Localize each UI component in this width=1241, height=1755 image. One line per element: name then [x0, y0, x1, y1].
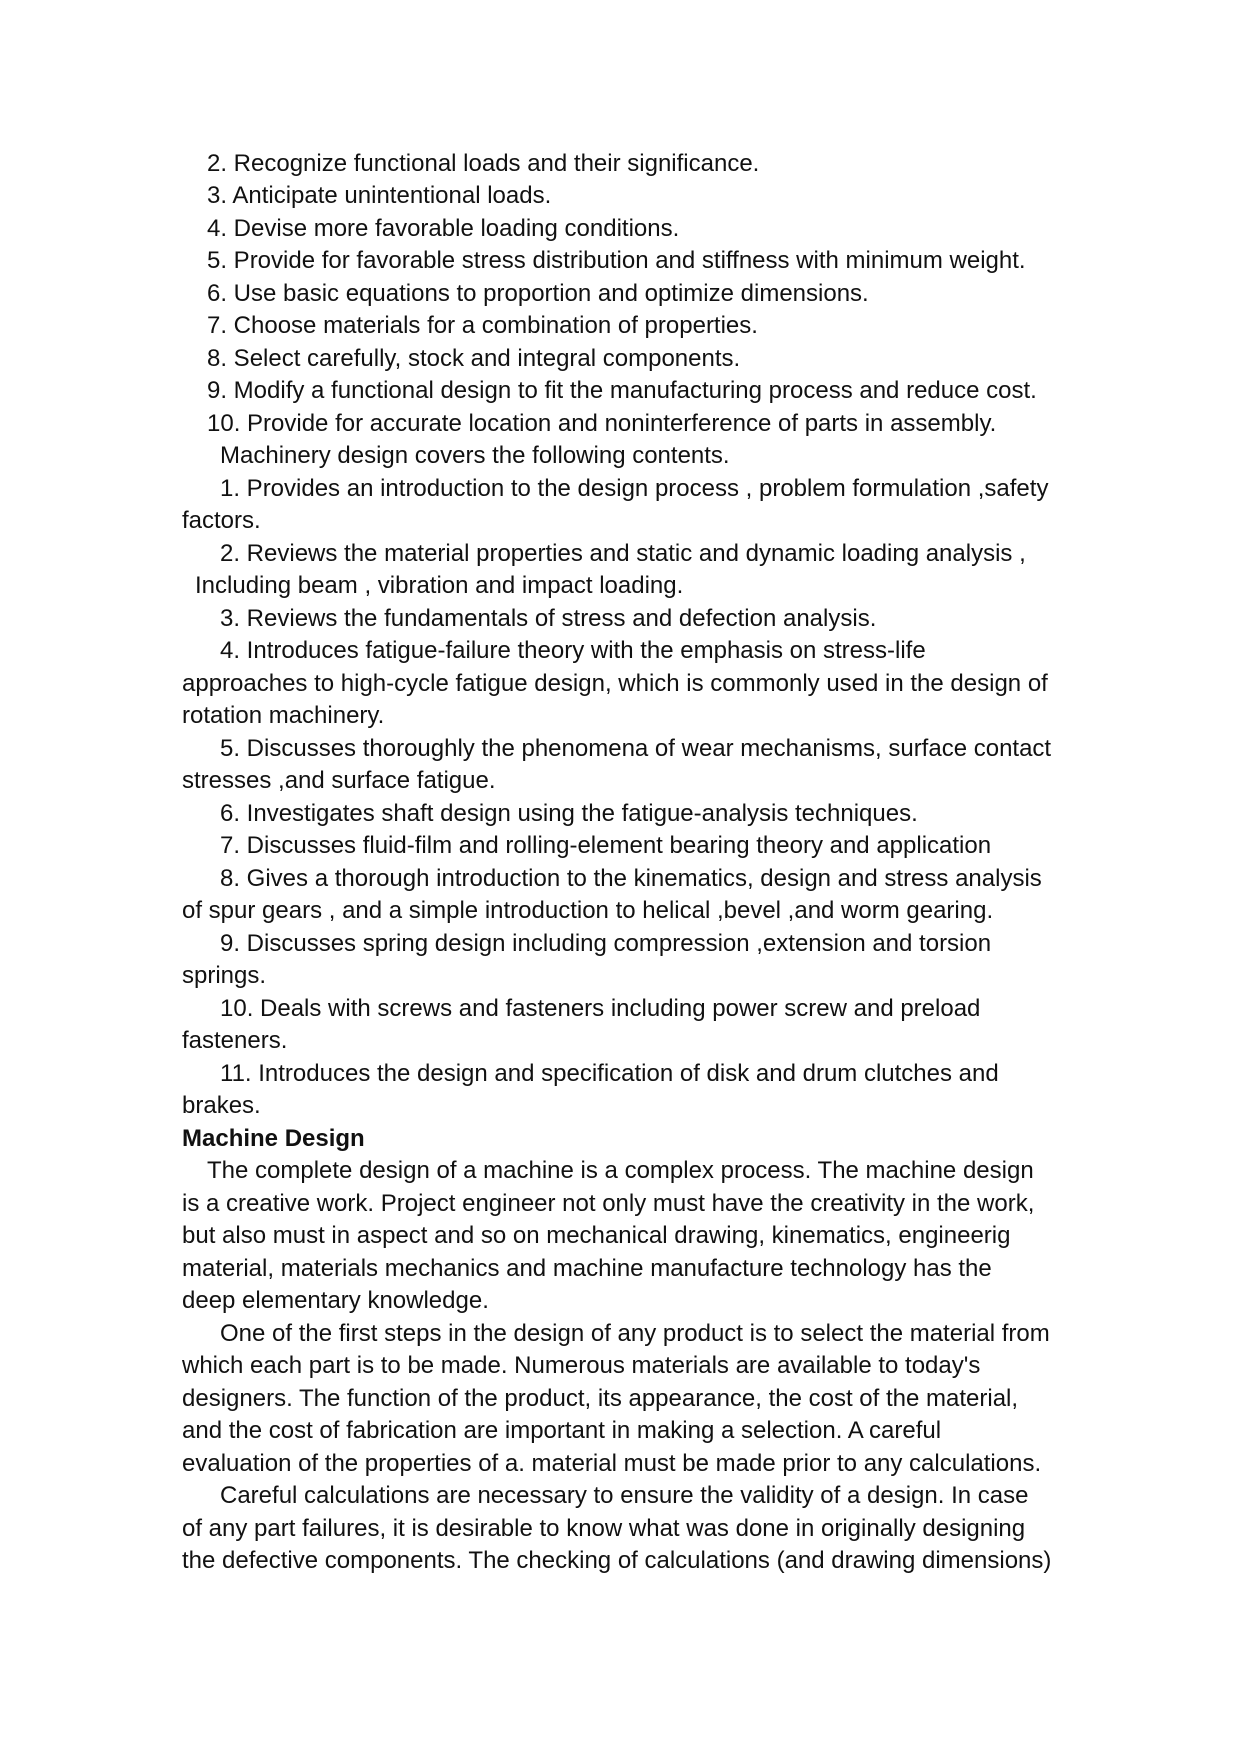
paragraph-line: evaluation of the properties of a. material must be made prior to any calculations. — [182, 1450, 1042, 1477]
list-item: 9. Discusses spring design including compression ,extension and torsion — [220, 930, 992, 957]
paragraph-line: but also must in aspect and so on mechanical drawing, kinematics, engineerig — [182, 1222, 1011, 1249]
list-item: 4. Devise more favorable loading conditions. — [207, 215, 680, 242]
list-item: 6. Use basic equations to proportion and optimize dimensions. — [207, 280, 869, 307]
list-item: 3. Reviews the fundamentals of stress and defection analysis. — [220, 605, 877, 632]
list-item: 1. Provides an introduction to the design process , problem formulation ,safety — [220, 475, 1049, 502]
list-item: 7. Choose materials for a combination of properties. — [207, 312, 758, 339]
paragraph-line: of any part failures, it is desirable to know what was done in originally designing — [182, 1515, 1026, 1542]
paragraph-line: Careful calculations are necessary to ensure the validity of a design. In case — [220, 1482, 1029, 1509]
list-item-continuation: stresses ,and surface fatigue. — [182, 767, 496, 794]
list-item: 10. Deals with screws and fasteners including power screw and preload — [220, 995, 981, 1022]
list-item-continuation: of spur gears , and a simple introduction to helical ,bevel ,and worm gearing. — [182, 897, 994, 924]
list-item: 2. Recognize functional loads and their significance. — [207, 150, 760, 177]
paragraph-line: The complete design of a machine is a complex process. The machine design — [207, 1157, 1034, 1184]
list-item: 7. Discusses fluid-film and rolling-element bearing theory and application — [220, 832, 992, 859]
paragraph-line: is a creative work. Project engineer not only must have the creativity in the work, — [182, 1190, 1035, 1217]
paragraph-line: deep elementary knowledge. — [182, 1287, 489, 1314]
paragraph-line: designers. The function of the product, its appearance, the cost of the material, — [182, 1385, 1019, 1412]
list-item: 5. Discusses thoroughly the phenomena of wear mechanisms, surface contact — [220, 735, 1052, 762]
list-item: 6. Investigates shaft design using the fatigue-analysis techniques. — [220, 800, 918, 827]
list-item-continuation: rotation machinery. — [182, 702, 385, 729]
paragraph-line: Machinery design covers the following contents. — [220, 442, 730, 469]
list-item: 3. Anticipate unintentional loads. — [207, 182, 552, 209]
section-heading: Machine Design — [182, 1125, 365, 1152]
list-item-continuation: brakes. — [182, 1092, 261, 1119]
paragraph-line: and the cost of fabrication are important in making a selection. A careful — [182, 1417, 942, 1444]
list-item: 8. Gives a thorough introduction to the kinematics, design and stress analysis — [220, 865, 1042, 892]
list-item-continuation: approaches to high-cycle fatigue design, which is commonly used in the design of — [182, 670, 1048, 697]
list-item-continuation: fasteners. — [182, 1027, 288, 1054]
list-item-continuation: springs. — [182, 962, 267, 989]
list-item-continuation: factors. — [182, 507, 261, 534]
list-item: 9. Modify a functional design to fit the manufacturing process and reduce cost. — [207, 377, 1037, 404]
paragraph-line: the defective components. The checking of calculations (and drawing dimensions) — [182, 1547, 1052, 1574]
paragraph-line: material, materials mechanics and machine manufacture technology has the — [182, 1255, 992, 1282]
list-item: 4. Introduces fatigue-failure theory with the emphasis on stress-life — [220, 637, 926, 664]
list-item: 11. Introduces the design and specification of disk and drum clutches and — [220, 1060, 999, 1087]
list-item: 10. Provide for accurate location and noninterference of parts in assembly. — [207, 410, 997, 437]
paragraph-line: which each part is to be made. Numerous materials are available to today's — [182, 1352, 981, 1379]
list-item-continuation: Including beam , vibration and impact loading. — [195, 572, 684, 599]
list-item: 8. Select carefully, stock and integral components. — [207, 345, 741, 372]
list-item: 2. Reviews the material properties and static and dynamic loading analysis , — [220, 540, 1026, 567]
list-item: 5. Provide for favorable stress distribution and stiffness with minimum weight. — [207, 247, 1026, 274]
paragraph-line: One of the first steps in the design of any product is to select the material from — [220, 1320, 1050, 1347]
